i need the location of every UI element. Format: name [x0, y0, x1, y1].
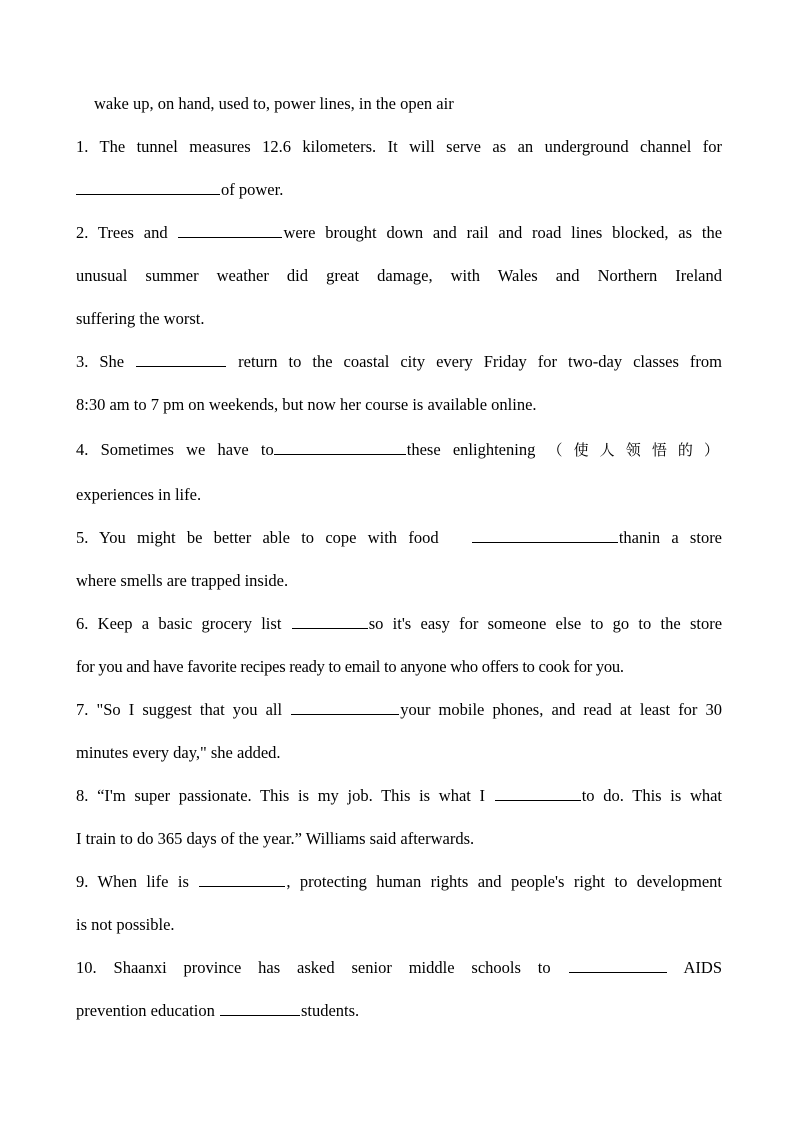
question-3-line-1 — [76, 340, 722, 383]
answer-blank-9[interactable] — [199, 870, 285, 887]
chinese-gloss: （使人领悟的） — [547, 441, 722, 459]
question-text: return to the coastal city every Friday for two-day classes from — [238, 352, 722, 371]
question-text: Keep a basic grocery list — [97, 614, 282, 633]
question-1-line-1 — [76, 125, 722, 168]
answer-blank-7[interactable] — [291, 698, 399, 715]
question-4-line-2 — [76, 473, 722, 516]
question-8-line-1 — [76, 774, 722, 817]
question-number: 2. — [76, 223, 89, 242]
question-5-line-1 — [76, 516, 722, 559]
answer-blank-5[interactable] — [472, 526, 618, 543]
question-number: 4. — [76, 440, 89, 459]
exercise-page — [76, 82, 722, 1032]
question-text: prevention education — [76, 1001, 215, 1020]
question-text: is not possible. — [76, 915, 175, 934]
word-bank — [76, 82, 722, 125]
word-bank-text: wake up, on hand, used to, power lines, in the open air — [94, 94, 454, 113]
question-text: , protecting human rights and people's right to development — [286, 872, 723, 891]
question-text: to do. This is what — [581, 786, 723, 805]
question-number: 6. — [76, 614, 89, 633]
answer-blank-4[interactable] — [274, 438, 406, 455]
question-text: students. — [300, 1001, 360, 1020]
question-text: 8:30 am to 7 pm on weekends, but now her course is available online. — [76, 395, 537, 414]
answer-blank-10a[interactable] — [569, 956, 667, 973]
question-10-line-2 — [76, 989, 722, 1032]
question-4-line-1 — [76, 426, 722, 473]
question-2-line-3 — [76, 297, 722, 340]
question-6-line-2 — [76, 645, 722, 688]
question-text: “I'm super passionate. This is my job. This is what I — [97, 786, 486, 805]
question-7-line-1 — [76, 688, 722, 731]
question-9-line-1 — [76, 860, 722, 903]
question-text: "So I suggest that you all — [96, 700, 283, 719]
question-text: your mobile phones, and read at least for 30 — [400, 700, 723, 719]
question-9-line-2 — [76, 903, 722, 946]
question-text: for you and have favorite recipes ready to email to anyone who offers to cook for you. — [76, 657, 624, 676]
question-10-line-1 — [76, 946, 722, 989]
question-text: where smells are trapped inside. — [76, 571, 289, 590]
question-3-line-2 — [76, 383, 722, 426]
question-text: I train to do 365 days of the year.” Williams said afterwards. — [76, 829, 475, 848]
question-text: The tunnel measures 12.6 kilometers. It will serve as an underground channel for — [99, 137, 723, 156]
question-text: so it's easy for someone else to go to the store — [368, 614, 723, 633]
question-text: of power. — [221, 180, 284, 199]
question-text: were brought down and rail and road lines blocked, as the — [283, 223, 723, 242]
question-5-line-2 — [76, 559, 722, 602]
answer-blank-8[interactable] — [495, 784, 581, 801]
question-text: unusual summer weather did great damage, with Wales and Northern Ireland — [76, 266, 722, 285]
question-text: You might be better able to cope with food — [99, 528, 439, 547]
question-number: 5. — [76, 528, 89, 547]
question-8-line-2 — [76, 817, 722, 860]
question-2-line-2 — [76, 254, 722, 297]
question-number: 10. — [76, 958, 97, 977]
question-text: these enlightening — [406, 440, 536, 459]
question-text: AIDS — [683, 958, 723, 977]
question-6-line-1 — [76, 602, 722, 645]
question-1-line-2 — [76, 168, 722, 211]
question-text: thanin a store — [618, 528, 723, 547]
answer-blank-6[interactable] — [292, 612, 368, 629]
answer-blank-10b[interactable] — [220, 999, 300, 1016]
question-text: Sometimes we have to — [100, 440, 274, 459]
question-text: When life is — [97, 872, 189, 891]
question-text: Trees and — [97, 223, 168, 242]
question-text: Shaanxi province has asked senior middle schools to — [113, 958, 551, 977]
answer-blank-2[interactable] — [178, 221, 282, 238]
question-number: 8. — [76, 786, 89, 805]
answer-blank-3[interactable] — [136, 350, 226, 367]
question-number: 1. — [76, 137, 89, 156]
answer-blank-1[interactable] — [76, 178, 220, 195]
question-2-line-1 — [76, 211, 722, 254]
question-number: 9. — [76, 872, 89, 891]
question-text: suffering the worst. — [76, 309, 205, 328]
question-text: minutes every day," she added. — [76, 743, 281, 762]
question-number: 7. — [76, 700, 89, 719]
question-text: experiences in life. — [76, 485, 202, 504]
question-7-line-2 — [76, 731, 722, 774]
question-number: 3. — [76, 352, 89, 371]
question-text: She — [99, 352, 125, 371]
